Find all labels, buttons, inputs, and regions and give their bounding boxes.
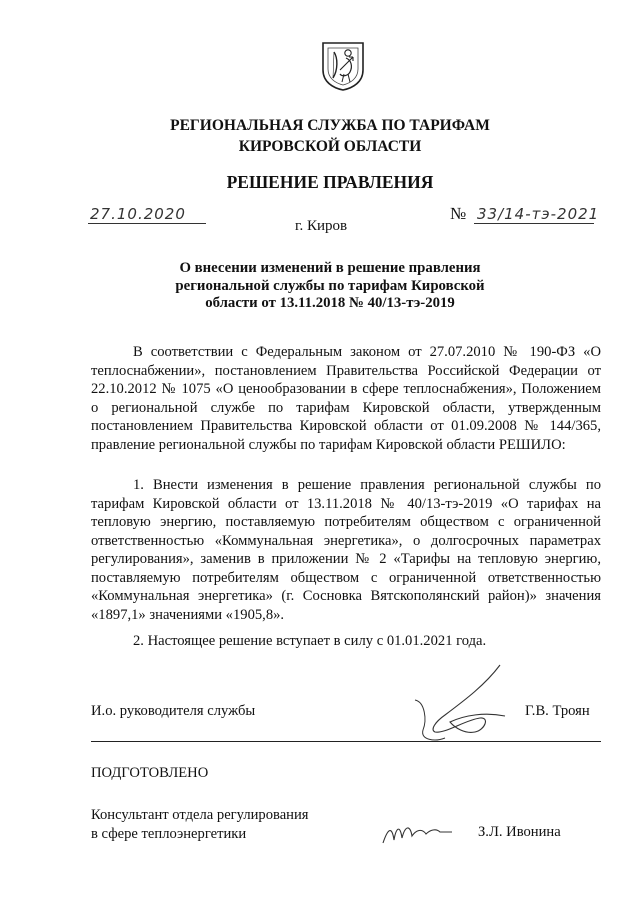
preparer-name: З.Л. Ивонина (478, 824, 561, 840)
subject-line-3: области от 13.11.2018 № 40/13-тэ-2019 (205, 295, 455, 311)
organization-line-2: КИРОВСКОЙ ОБЛАСТИ (238, 138, 422, 155)
organization-heading (160, 115, 500, 157)
preparer-position (91, 806, 309, 843)
coat-of-arms-icon (320, 40, 366, 92)
number-label: № (450, 204, 467, 223)
preparer-signature (378, 818, 458, 848)
document-number: 33/14-тэ-2021 (477, 205, 600, 223)
number-underline (474, 223, 594, 224)
organization-line-1: РЕГИОНАЛЬНАЯ СЛУЖБА ПО ТАРИФАМ (170, 117, 490, 134)
divider (91, 741, 601, 742)
document-date: 27.10.2020 (90, 205, 186, 223)
handwritten-signature (405, 660, 525, 750)
decision-item-1: 1. Внести изменения в решение правления региональной службы по тарифам Кировской области от 13.11.2018 № 40/13-тэ-2019 «О тарифах на тепловую энергию, поставляемую потребителям обществом с ограниченной ответственностью «Коммунальная энергетика», о долгосрочных параметрах регулирования», заменив в приложении № 2 «Тарифы на тепловую энергию, поставляемую потребителям обществом с ограниченной ответственностью «Коммунальная энергетика» (г. Сосновка Вятскополянский район)» значения «1897,1» значениями «1905,8». (91, 477, 601, 623)
preparer-position-line-2: в сфере теплоэнергетики (91, 825, 247, 842)
date-underline (88, 223, 206, 224)
preamble-paragraph: В соответствии с Федеральным законом от 27.07.2010 № 190-ФЗ «О теплоснабжении», постановлением Правительства Российской Федерации от 22.10.2012 № 1075 «О ценообразовании в сфере теплоснабжения», Положением о региональной службе по тарифам Кировской области, утвержденным постановлением Правительства Кировской области от 01.09.2008 № 144/365, правление региональной службы по тарифам Кировской области РЕШИЛО: (91, 344, 601, 453)
city: г. Киров (295, 218, 348, 234)
preparer-position-line-1: Консультант отдела регулирования (91, 807, 309, 823)
subject-line-2: региональной службы по тарифам Кировской (175, 277, 485, 294)
signatory-position: И.о. руководителя службы (91, 703, 256, 719)
decision-item-2: 2. Настоящее решение вступает в силу с 01.01.2021 года. (133, 633, 487, 649)
document-title: РЕШЕНИЕ ПРАВЛЕНИЯ (226, 172, 434, 192)
document-subject (160, 260, 500, 313)
prepared-label: ПОДГОТОВЛЕНО (91, 765, 209, 781)
signatory-name: Г.В. Троян (525, 703, 590, 719)
subject-line-1: О внесении изменений в решение правления (179, 260, 481, 276)
